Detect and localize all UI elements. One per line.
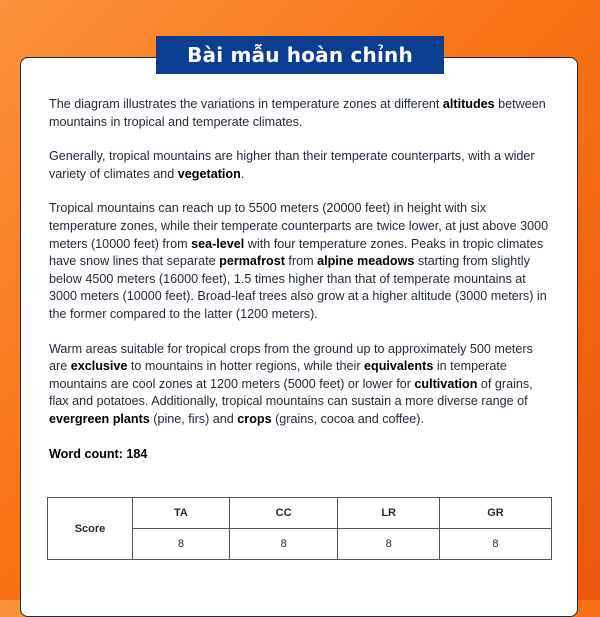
bold-term: exclusive	[70, 359, 128, 374]
score-value-cc: 8	[229, 529, 338, 560]
text-run: to mountains in hotter regions, while their	[127, 359, 365, 374]
text-run: Warm areas suitable for tropical crops from the ground up to approximately 500 meters are	[49, 341, 533, 374]
text-run: (grains, cocoa and coffee).	[271, 411, 424, 426]
bold-term: altitudes	[442, 97, 495, 111]
essay-paragraph	[49, 148, 554, 183]
essay-paragraph	[49, 200, 554, 323]
score-value-gr: 8	[439, 529, 551, 560]
text-run: Generally, tropical mountains are higher than their temperate counterparts, with a wider variety of climates and	[49, 149, 535, 181]
essay-paragraphs	[49, 96, 554, 429]
essay-paragraph	[49, 341, 554, 429]
bold-term: cultivation	[414, 376, 478, 391]
bold-term: evergreen plants	[49, 411, 150, 426]
text-run: from	[284, 254, 318, 269]
essay-paragraph	[49, 96, 554, 131]
text-run: (pine, firs) and	[149, 411, 238, 426]
bold-term: crops	[237, 411, 272, 426]
text-run: of grains, flax and potatoes. Additionally, tropical mountains can sustain a more diverse range of	[49, 376, 533, 409]
score-table	[47, 497, 552, 560]
bold-term: vegetation	[177, 166, 241, 181]
text-run: with four temperature zones. Peaks in tropic climates have snow lines that separate	[49, 236, 544, 269]
criterion-header-gr: GR	[439, 498, 551, 529]
score-row-label: Score	[48, 498, 133, 560]
text-run: Tropical mountains can reach up to 5500 meters (20000 feet) in height with six temperature zones, while their temperate counterparts are twice lower, at just above 3000 meters (10000 feet) from	[49, 201, 549, 251]
text-run: between mountains in tropical and temperate climates.	[49, 97, 546, 129]
criterion-header-ta: TA	[133, 498, 230, 529]
criterion-header-lr: LR	[338, 498, 440, 529]
text-run: starting from slightly below 4500 meters (16000 feet), 1.5 times higher than that of temperate mountains at 3000 meters (10000 feet). Broad-leaf trees also grow at a higher altitude (3000 meters) in the former compared to the latter (1200 meters).	[49, 254, 547, 321]
score-value-lr: 8	[338, 529, 440, 560]
bold-term: sea-level	[191, 236, 245, 251]
bold-term: equivalents	[364, 359, 434, 374]
bold-term: permafrost	[219, 254, 285, 269]
score-value-ta: 8	[133, 529, 230, 560]
bold-term: alpine meadows	[317, 254, 415, 269]
page-title: Bài mẫu hoàn chỉnh	[156, 36, 444, 74]
word-count: Word count: 184	[49, 446, 148, 461]
essay-body	[49, 96, 554, 463]
criterion-header-cc: CC	[229, 498, 338, 529]
text-run: The diagram illustrates the variations in temperature zones at different	[49, 97, 443, 111]
text-run: .	[240, 166, 245, 181]
text-run: in temperate mountains are cool zones at 1200 meters (5000 feet) or lower for	[49, 359, 507, 391]
